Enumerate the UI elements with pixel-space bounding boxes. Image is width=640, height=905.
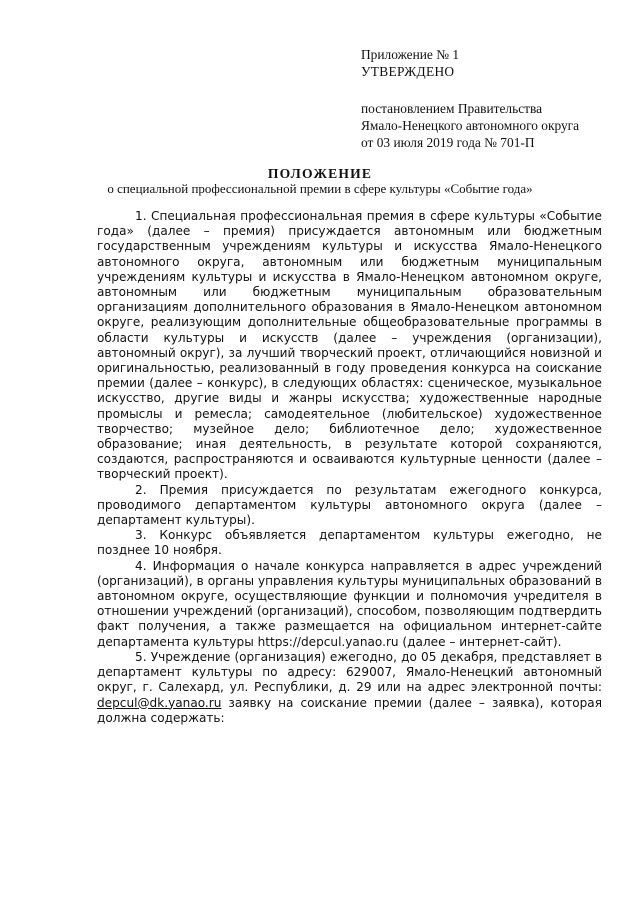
paragraph-5-end: заявку на соискание премии (далее – заявка), которая должна содержать: — [97, 695, 602, 725]
decree-line-1: постановлением Правительства — [361, 101, 543, 116]
document-subtitle: о специальной профессиональной премии в сфере культуры «Событие года» — [107, 181, 533, 196]
paragraph-5-start: 5. Учреждение (организация) ежегодно, до 05 декабря, представляет в департамент культуры по адресу: 629007, Ямало-Ненецкий автономный округ, г. Салехард, ул. Республики, д. 29 или на адрес электронной почты: — [97, 649, 602, 695]
paragraph-3: 3. Конкурс объявляется департаментом культуры ежегодно, не позднее 10 ноября. — [97, 528, 602, 558]
approval-block — [361, 46, 631, 151]
appendix-label: Приложение № 1 — [361, 47, 460, 62]
paragraph-4: 4. Информация о начале конкурса направляется в адрес учреждений (организаций), в органы управления культуры муниципальных образований в автономном округе, осуществляющие функции и полномочия учредителя в отношении учреждений (организаций), способом, позволяющим подтвердить факт получения, а также размещается на официальном интернет-сайте департамента культуры https://depcul.yanao.ru (далее – интернет-сайт). — [97, 558, 602, 649]
paragraph-5 — [97, 650, 602, 726]
document-title: ПОЛОЖЕНИЕ — [267, 166, 373, 181]
approved-label: УТВЕРЖДЕНО — [361, 64, 455, 79]
document-body — [97, 209, 602, 726]
email-link[interactable]: depcul@dk.yanao.ru — [97, 695, 222, 710]
paragraph-1: 1. Специальная профессиональная премия в сфере культуры «Событие года» (далее – премия) присуждается автономным или бюджетным государственным учреждениям культуры и искусства Ямало-Ненецкого автономного округа, автономным или бюджетным муниципальным учреждениям культуры и искусства в Ямало-Ненецком автономном округе, автономным или бюджетным муниципальным образовательным организациям дополнительного образования в Ямало-Ненецком автономном округе, реализующим дополнительные общеобразовательные программы в области культуры и искусств (далее – учреждения (организации), автономный округ), за лучший творческий проект, отличающийся новизной и оригинальностью, реализованный в году проведения конкурса на соискание премии (далее – конкурс), в следующих областях: сценическое, музыкальное искусство, другие виды и жанры искусства; художественные народные промыслы и ремесла; самодеятельное (любительское) художественное творчество; музейное дело; библиотечное дело; художественное образование; иная деятельность, в результате которой сохраняются, создаются, распространяются и осваиваются культурные ценности (далее – творческий проект). — [97, 209, 602, 482]
paragraph-2: 2. Премия присуждается по результатам ежегодного конкурса, проводимого департаментом культуры автономного округа (далее – департамент культуры). — [97, 482, 602, 528]
decree-line-3: от 03 июля 2019 года № 701-П — [361, 135, 535, 150]
decree-line-2: Ямало-Ненецкого автономного округа — [361, 118, 580, 133]
